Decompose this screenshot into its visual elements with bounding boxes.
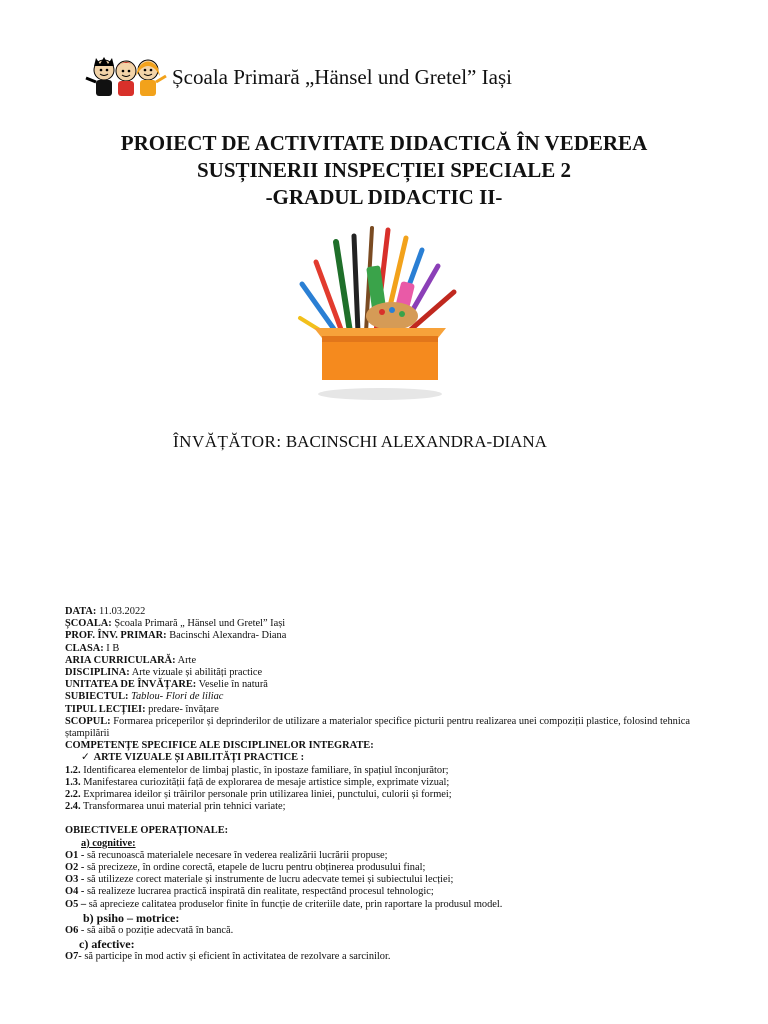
item-text: Identificarea elementelor de limbaj plastic, în ipostaze familiare, în spațiul înconjurător; (83, 764, 449, 776)
info-label: CLASA: (65, 642, 104, 654)
info-label: TIPUL LECȚIEI: (65, 703, 146, 715)
objective-item (65, 951, 715, 963)
info-unit (65, 679, 715, 691)
competence-item (65, 777, 715, 789)
info-value: I B (106, 642, 120, 654)
section-subheading: ARTE VIZUALE ȘI ABILITĂȚI PRACTICE : (93, 752, 305, 764)
info-value: Școala Primară „ Hänsel und Gretel” Iași (114, 618, 286, 630)
item-text: - să aibă o poziție adecvată în bancă. (80, 924, 234, 936)
info-label: ARIA CURRICULARĂ: (65, 654, 176, 666)
item-text: să participe în mod activ și eficient în activitatea de rezolvare a sarcinilor. (84, 951, 391, 963)
item-code: 2.2. (65, 789, 81, 801)
title-line-2: SUSȚINERII INSPECȚIEI SPECIALE 2 (196, 158, 572, 182)
item-code: 1.3. (65, 776, 81, 788)
teacher-line (173, 432, 547, 452)
teacher-name: BACINSCHI ALEXANDRA-DIANA (285, 432, 547, 451)
psychomotor-list (65, 925, 715, 937)
item-text: să aprecieze calitatea produselor finite în funcție de criteriile date, prin raportare la produsul model. (88, 898, 503, 910)
info-subject (65, 691, 715, 703)
title-line-1: PROIECT DE ACTIVITATE DIDACTICĂ ÎN VEDEREA (120, 131, 648, 155)
item-text: să utilizeze corect materiale și instrumente de lucru adecvate temei și subiectului lecției; (86, 874, 454, 886)
item-code: O5 – (65, 898, 87, 910)
cognitive-list (65, 850, 715, 911)
info-value: Formarea priceperilor și deprinderilor de utilizare a materialor specifice picturii pentru realizarea unei compoziții plastice, folosind tehnica ștampilării (65, 715, 690, 740)
info-value: Bacinschi Alexandra- Diana (169, 630, 287, 642)
lesson-info (65, 606, 715, 963)
section-heading: OBIECTIVELE OPERAȚIONALE: (65, 825, 229, 837)
objectives-heading (65, 825, 715, 837)
objective-group-label: a) cognitive: (81, 837, 136, 849)
objective-item (65, 862, 715, 874)
item-code: O4 - (65, 886, 85, 898)
item-code: O7- (65, 951, 82, 963)
item-text: să recunoască materialele necesare în vederea realizării lucrării propuse; (86, 849, 388, 861)
info-discipline (65, 667, 715, 679)
info-area (65, 655, 715, 667)
art-supplies-box-illustration (296, 222, 462, 408)
psychomotor-heading (65, 911, 715, 925)
item-code: O1 - (65, 849, 85, 861)
competences-list (65, 765, 715, 814)
info-scope (65, 716, 715, 740)
info-value: Arte vizuale și abilități practice (131, 667, 263, 679)
competences-subheading (65, 752, 715, 764)
info-value: Veselie în natură (198, 679, 268, 691)
competence-item (65, 789, 715, 801)
cognitive-heading (65, 838, 715, 850)
school-logo (82, 56, 170, 98)
title-line-3: -GRADUL DIDACTIC II- (265, 185, 503, 209)
objective-group-label: b) psiho – motrice: (83, 910, 180, 925)
objective-item (65, 925, 715, 937)
school-name: Școala Primară „Hänsel und Gretel” Iași (172, 64, 512, 89)
info-value: 11.03.2022 (98, 606, 146, 617)
objective-item (65, 850, 715, 862)
info-label: SCOPUL: (65, 715, 111, 727)
item-text: Manifestarea curiozității față de explorarea de mesaje artistice simple, exprimate vizual; (83, 776, 450, 788)
item-code: O3 - (65, 874, 85, 886)
section-heading: COMPETENȚE SPECIFICE ALE DISCIPLINELOR INTEGRATE: (65, 740, 374, 752)
objective-item (65, 899, 715, 911)
competence-item (65, 765, 715, 777)
competences-heading (65, 740, 715, 752)
teacher-label: ÎNVĂȚĂTOR: (173, 432, 282, 451)
item-code: O2 - (65, 862, 85, 874)
item-text: Transformarea unui material prin tehnici variate; (83, 801, 286, 813)
competence-item (65, 801, 715, 813)
item-text: să realizeze lucrarea practică inspirată din realitate, respectând procesul tehnologic; (86, 886, 434, 898)
item-text: Exprimarea ideilor și trăirilor personale prin utilizarea liniei, punctului, culorii și formei; (83, 789, 452, 801)
info-teacher (65, 630, 715, 642)
info-date (65, 606, 715, 618)
info-value: predare- învățare (148, 703, 219, 715)
info-label: PROF. ÎNV. PRIMAR: (65, 630, 167, 642)
item-text: să precizeze, în ordine corectă, etapele de lucru pentru obținerea produsului final; (86, 862, 426, 874)
info-value: Tablou- Flori de liliac (131, 691, 224, 703)
header (82, 56, 512, 98)
info-lesson-type (65, 704, 715, 716)
objective-item (65, 886, 715, 898)
info-label: DISCIPLINA: (65, 667, 130, 679)
info-class (65, 643, 715, 655)
objective-item (65, 874, 715, 886)
info-label: ȘCOALA: (65, 618, 112, 630)
item-code: 1.2. (65, 764, 81, 776)
objective-group-label: c) afective: (79, 937, 135, 952)
document-title (0, 130, 768, 211)
affective-heading (65, 937, 715, 951)
info-label: UNITATEA DE ÎNVĂȚARE: (65, 679, 197, 691)
info-label: DATA: (65, 606, 97, 617)
info-label: SUBIECTUL: (65, 691, 129, 703)
item-code: 2.4. (65, 801, 81, 813)
info-school (65, 618, 715, 630)
item-code: O6 (65, 924, 79, 936)
checkmark-icon: ✓ (81, 752, 90, 764)
info-value: Arte (177, 654, 197, 666)
affective-list (65, 951, 715, 963)
